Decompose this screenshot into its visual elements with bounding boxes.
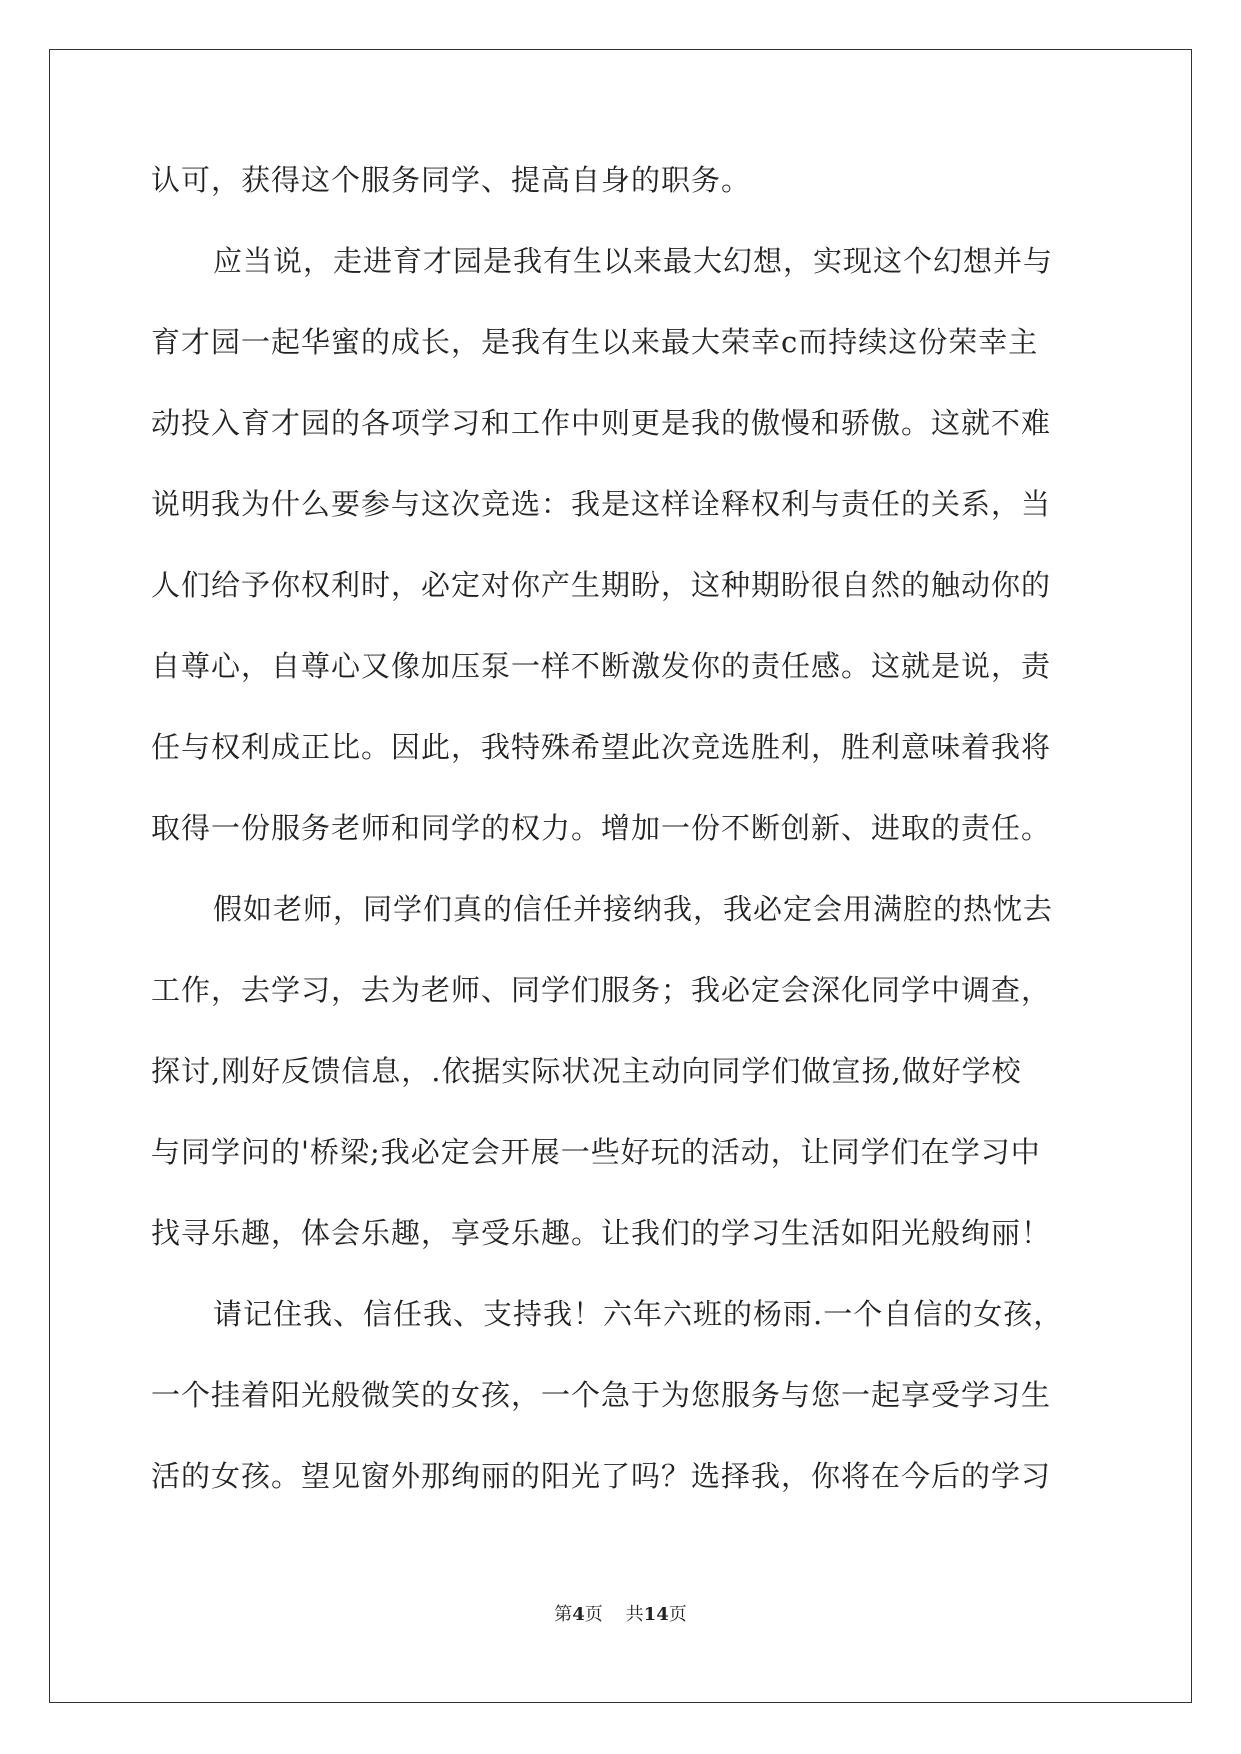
- text-line: 请记住我、信任我、支持我！六年六班的杨雨.一个自信的女孩，: [213, 1297, 1064, 1331]
- page-suffix: 页: [584, 1604, 603, 1625]
- total-pages: 14: [643, 1604, 669, 1625]
- text-line: 探讨,刚好反馈信息，.依据实际状况主动向同学们做宣扬,做好学校: [151, 1054, 1022, 1088]
- text-line: 任与权利成正比。因此，我特殊希望此次竞选胜利，胜利意味着我将: [151, 730, 1052, 764]
- total-suffix: 页: [668, 1604, 687, 1625]
- text-line: 动投入育才园的各项学习和工作中则更是我的傲慢和骄傲。这就不难: [151, 406, 1052, 440]
- text-line: 工作，去学习，去为老师、同学们服务；我必定会深化同学中调查，: [151, 973, 1052, 1007]
- text-line: 自尊心，自尊心又像加压泵一样不断激发你的责任感。这就是说，责: [151, 649, 1052, 683]
- text-line: 育才园一起华蜜的成长，是我有生以来最大荣幸c而持续这份荣幸主: [151, 325, 1039, 359]
- text-line: 人们给予你权利时，必定对你产生期盼，这种期盼很自然的触动你的: [151, 568, 1052, 602]
- document-body: [151, 162, 1091, 1539]
- page-footer: [0, 1600, 1241, 1626]
- text-line: 取得一份服务老师和同学的权力。增加一份不断创新、进取的责任。: [151, 811, 1052, 845]
- text-line: 说明我为什么要参与这次竞选：我是这样诠释权利与责任的关系，当: [151, 487, 1052, 521]
- text-line: 假如老师，同学们真的信任并接纳我，我必定会用满腔的热忱去: [213, 892, 1054, 926]
- page-prefix: 第: [554, 1604, 573, 1625]
- page-number: 4: [572, 1604, 585, 1625]
- text-line: 与同学问的'桥梁;我必定会开展一些好玩的活动，让同学们在学习中: [151, 1135, 1041, 1169]
- total-prefix: 共: [625, 1604, 644, 1625]
- text-line: 找寻乐趣，体会乐趣，享受乐趣。让我们的学习生活如阳光般绚丽！: [151, 1216, 1052, 1250]
- text-line: 应当说，走进育才园是我有生以来最大幻想，实现这个幻想并与: [213, 244, 1054, 278]
- text-line: 一个挂着阳光般微笑的女孩，一个急于为您服务与您一起享受学习生: [151, 1378, 1052, 1412]
- text-line: 认可，获得这个服务同学、提高自身的职务。: [151, 163, 752, 197]
- text-line: 活的女孩。望见窗外那绚丽的阳光了吗？选择我，你将在今后的学习: [151, 1459, 1052, 1493]
